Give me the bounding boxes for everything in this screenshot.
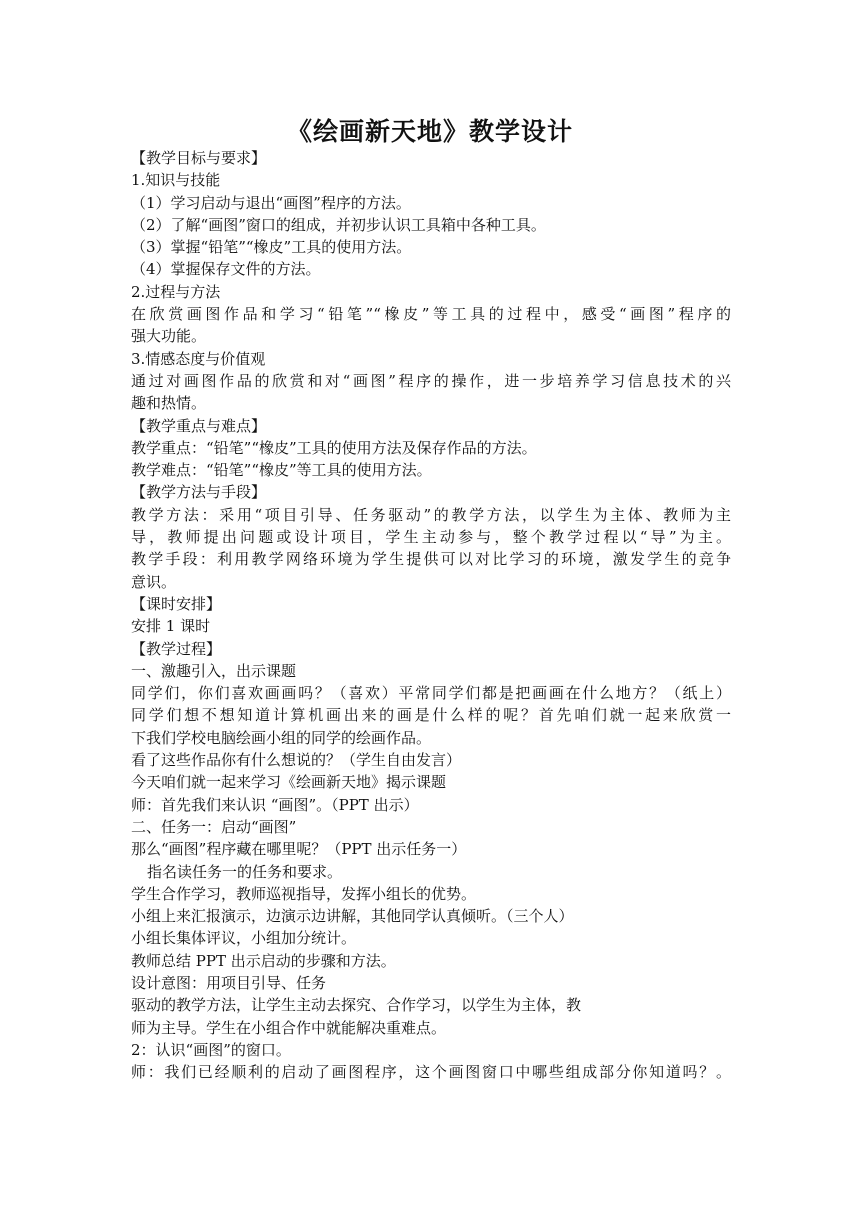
paragraph-line: 教学方法：采用“项目引导、任务驱动”的教学方法，以学生为主体、教师为主 (131, 505, 731, 524)
subheading: 1.知识与技能 (131, 171, 221, 190)
subheading: 3.情感态度与价值观 (131, 349, 266, 368)
paragraph-line: 教学难点：“铅笔”“橡皮”等工具的使用方法。 (131, 461, 432, 480)
paragraph-line: 教师总结 PPT 出示启动的步骤和方法。 (131, 951, 396, 970)
paragraph-line: 同学们想不想知道计算机画出来的画是什么样的呢？首先咱们就一起来欣赏一 (131, 706, 731, 725)
section-heading: 【教学方法与手段】 (131, 483, 267, 502)
paragraph-line: 教学重点：“铅笔”“橡皮”工具的使用方法及保存作品的方法。 (131, 438, 537, 457)
section-heading: 【教学重点与难点】 (131, 416, 267, 435)
document-title: 《绘画新天地》教学设计 (286, 117, 573, 146)
paragraph-line: 教学手段：利用教学网络环境为学生提供可以对比学习的环境，激发学生的竞争 (131, 550, 731, 569)
paragraph-line: 学生合作学习，教师巡视指导，发挥小组长的优势。 (131, 884, 477, 903)
paragraph-line: 驱动的教学方法，让学生主动去探究、合作学习，以学生为主体，教 (131, 996, 582, 1015)
paragraph-line: 同学们，你们喜欢画画吗？（喜欢）平常同学们都是把画画在什么地方？（纸上） (131, 684, 731, 703)
paragraph-line: 趣和热情。 (131, 394, 207, 413)
paragraph-line: （1）学习启动与退出“画图”程序的方法。 (131, 193, 411, 212)
paragraph-line: 小组长集体评议，小组加分统计。 (131, 929, 357, 948)
section-heading: 【课时安排】 (131, 594, 222, 613)
paragraph-line: 指名读任务一的任务和要求。 (147, 862, 343, 881)
paragraph-line: 看了这些作品你有什么想说的？（学生自由发言） (131, 751, 462, 770)
subheading: 2：认识“画图”的窗口。 (131, 1040, 291, 1059)
paragraph-line: 今天咱们就一起来学习《绘画新天地》揭示课题 (131, 773, 447, 792)
paragraph-line: 设计意图：用项目引导、任务 (131, 973, 327, 992)
paragraph-line: （4）掌握保存文件的方法。 (131, 260, 321, 279)
section-heading: 【教学目标与要求】 (131, 149, 267, 167)
paragraph-line: 师为主导。学生在小组合作中就能解决重难点。 (131, 1018, 447, 1037)
paragraph-line: 安排 1 课时 (131, 617, 211, 636)
subheading: 二、任务一：启动“画图” (131, 817, 297, 836)
section-heading: 【教学过程】 (131, 639, 222, 658)
paragraph-line: 下我们学校电脑绘画小组的同学的绘画作品。 (131, 728, 432, 747)
subheading: 2.过程与方法 (131, 282, 221, 301)
paragraph-line: （3）掌握“铅笔”“橡皮”工具的使用方法。 (131, 238, 412, 257)
paragraph-line: （2）了解“画图”窗口的组成，并初步认识工具箱中各种工具。 (131, 215, 546, 234)
paragraph-line: 导，教师提出问题或设计项目，学生主动参与，整个教学过程以“导”为主。 (131, 528, 731, 547)
paragraph-line: 那么“画图”程序藏在哪里呢？（PPT 出示任务一） (131, 840, 467, 859)
paragraph-line: 强大功能。 (131, 327, 207, 346)
subheading: 一、激趣引入，出示课题 (131, 661, 297, 680)
paragraph-line: 通过对画图作品的欣赏和对“画图”程序的操作，进一步培养学习信息技术的兴 (131, 371, 731, 390)
paragraph-line: 师：首先我们来认识 “画图”。（PPT 出示） (131, 795, 419, 814)
paragraph-line: 在欣赏画图作品和学习“铅笔”“橡皮”等工具的过程中，感受“画图”程序的 (131, 305, 731, 324)
document-body (131, 147, 731, 1083)
paragraph-line: 意识。 (131, 572, 177, 591)
paragraph-line: 师：我们已经顺利的启动了画图程序，这个画图窗口中哪些组成部分你知道吗？。 (131, 1063, 731, 1082)
paragraph-line: 小组上来汇报演示，边演示边讲解，其他同学认真倾听。（三个人） (131, 907, 574, 926)
